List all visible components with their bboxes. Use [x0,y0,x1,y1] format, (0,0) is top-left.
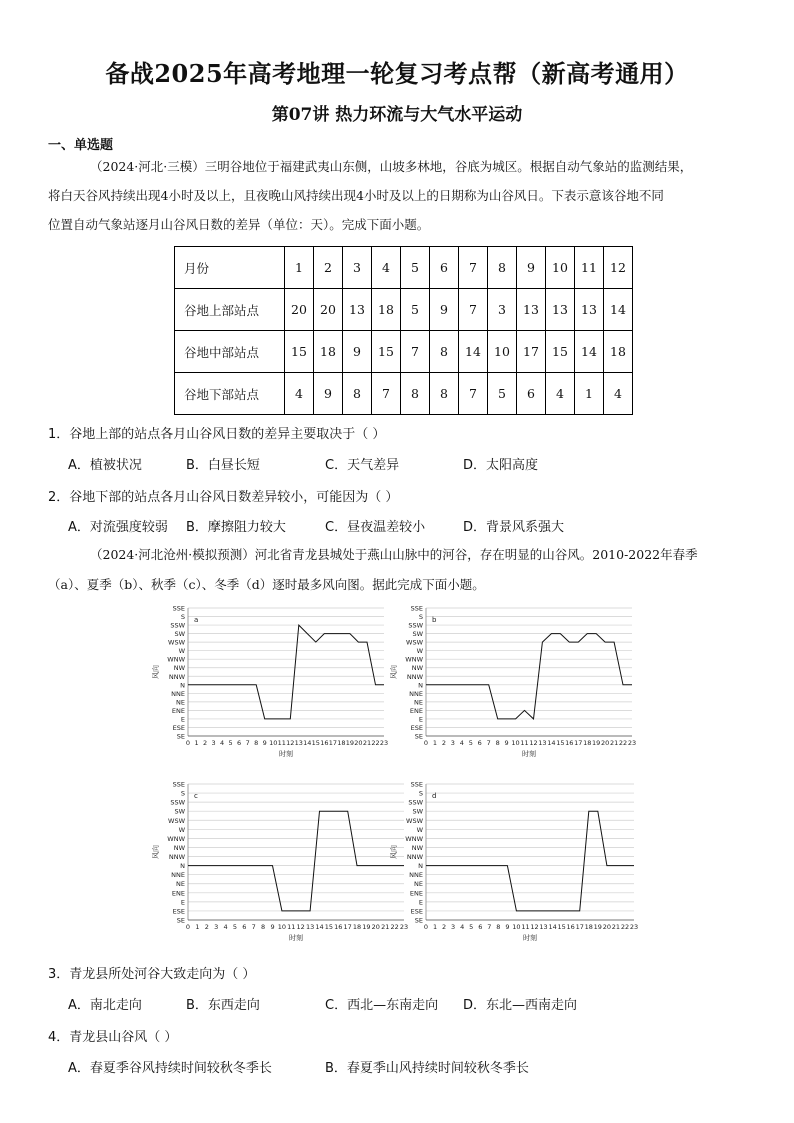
x-tick-label: 4 [223,923,228,931]
y-tick-label: W [178,825,185,834]
x-tick-label: 14 [315,923,324,931]
y-tick-label: WNW [167,834,185,843]
month-cell: 11 [575,247,604,289]
x-tick-label: 4 [460,923,465,931]
table-cell: 5 [488,373,517,415]
y-tick-label: ENE [409,889,423,898]
x-tick-label: 9 [262,739,267,747]
option-c[interactable]: C．天气差异 [325,458,400,473]
y-axis-label: 风向 [152,665,160,679]
x-axis-label: 时刻 [522,750,536,758]
x-tick-label: 19 [592,739,601,747]
table-cell: 14 [575,331,604,373]
y-tick-label: ENE [409,706,423,715]
panel-label: d [432,792,437,800]
y-tick-label: NNW [406,672,423,681]
option-d[interactable]: D．背景风系强大 [463,520,565,535]
y-tick-label: WSW [168,638,185,647]
y-tick-label: NNE [171,871,185,880]
table-cell: 13 [343,289,372,331]
y-tick-label: N [418,681,423,690]
month-cell: 3 [343,247,372,289]
x-tick-label: 16 [334,923,343,931]
y-tick-label: SE [176,916,185,925]
table-cell: 8 [430,331,459,373]
x-axis-label: 时刻 [289,934,303,942]
x-tick-label: 23 [399,923,409,931]
x-tick-label: 11 [521,923,530,931]
x-tick-label: 8 [261,923,266,931]
y-tick-label: WNW [167,655,185,664]
y-tick-label: NE [176,698,185,707]
wind-direction-line [188,811,404,911]
table-header-cell: 月份 [175,247,285,289]
x-tick-label: 7 [486,739,491,747]
y-tick-label: S [180,613,185,622]
x-tick-label: 18 [584,923,593,931]
y-tick-label: SSE [172,780,185,789]
row-label: 谷地中部站点 [175,331,285,373]
x-tick-label: 8 [254,739,259,747]
lesson-subtitle: 第07讲 热力环流与大气水平运动 [271,105,523,125]
y-axis-label: 风向 [390,665,398,679]
table-cell: 14 [604,289,633,331]
x-tick-label: 23 [627,739,637,747]
x-tick-label: 6 [478,923,483,931]
x-tick-label: 14 [303,739,312,747]
x-tick-label: 11 [277,739,286,747]
table-cell: 18 [314,331,343,373]
passage-1 [48,152,748,239]
y-tick-label: N [180,681,185,690]
month-cell: 9 [517,247,546,289]
x-tick-label: 14 [547,739,556,747]
x-tick-label: 10 [277,923,287,931]
option-c[interactable]: C．昼夜温差较小 [325,520,426,535]
x-tick-label: 17 [575,923,584,931]
month-cell: 5 [401,247,430,289]
table-cell: 1 [575,373,604,415]
x-tick-label: 13 [539,923,548,931]
table-cell: 15 [285,331,314,373]
y-tick-label: WSW [406,816,423,825]
x-tick-label: 16 [565,739,574,747]
y-tick-label: NNE [409,689,423,698]
y-tick-label: W [178,647,185,656]
option-a[interactable]: A．植被状况 [68,458,142,473]
y-tick-label: S [180,789,185,798]
wind-direction-chart-autumn [150,778,410,946]
table-cell: 17 [517,331,546,373]
option-c[interactable]: C．西北—东南走向 [325,998,439,1013]
month-cell: 1 [285,247,314,289]
x-tick-label: 15 [556,739,565,747]
y-tick-label: WNW [405,655,423,664]
table-cell: 14 [459,331,488,373]
y-tick-label: SSW [408,798,423,807]
option-b[interactable]: B．春夏季山风持续时间较秋冬季长 [325,1061,529,1076]
passage-line: （2024·河北沧州·模拟预测）河北省青龙县城处于燕山山脉中的河谷，存在明显的山谷风。2010-2022年春季 [90,547,698,562]
x-axis-label: 时刻 [279,750,293,758]
table-cell: 3 [488,289,517,331]
x-tick-label: 15 [324,923,334,931]
x-axis-label: 时刻 [523,934,537,942]
table-cell: 13 [546,289,575,331]
y-tick-label: NE [414,698,423,707]
y-tick-label: WNW [405,834,423,843]
option-b[interactable]: B．东西走向 [186,998,260,1013]
x-tick-label: 1 [194,739,199,747]
x-tick-label: 17 [343,923,352,931]
y-tick-label: SSE [410,780,423,789]
wind-direction-chart-summer [388,602,638,762]
y-tick-label: ESE [410,907,423,916]
x-tick-label: 4 [459,739,464,747]
option-a[interactable]: A．春夏季谷风持续时间较秋冬季长 [68,1061,272,1076]
table-row [175,331,633,373]
page-title: 备战2025年高考地理一轮复习考点帮（新高考通用） [105,59,689,88]
panel-label: b [432,616,437,624]
y-tick-label: SSW [408,621,423,630]
valley-wind-days-table [174,246,633,415]
x-tick-label: 23 [629,923,639,931]
option-d[interactable]: D．太阳高度 [463,458,539,473]
y-tick-label: NE [414,880,423,889]
x-tick-label: 7 [487,923,492,931]
wind-direction-chart-spring [150,602,390,762]
y-tick-label: SE [414,732,423,741]
question-4-stem: 4．青龙县山谷风（ ） [48,1030,178,1045]
x-tick-label: 20 [354,739,363,747]
month-cell: 4 [372,247,401,289]
option-a[interactable]: A．南北走向 [68,998,142,1013]
x-tick-label: 2 [202,739,208,747]
y-tick-label: SSW [170,621,185,630]
y-tick-label: ENE [171,706,185,715]
x-tick-label: 5 [468,739,473,747]
y-tick-label: SE [176,732,185,741]
x-tick-label: 8 [495,739,500,747]
x-tick-label: 18 [583,739,592,747]
table-cell: 20 [285,289,314,331]
table-cell: 10 [488,331,517,373]
y-tick-label: SW [174,807,185,816]
y-tick-label: WSW [406,638,423,647]
table-row [175,373,633,415]
y-tick-label: S [418,613,423,622]
x-tick-label: 19 [362,923,371,931]
month-cell: 8 [488,247,517,289]
month-cell: 12 [604,247,633,289]
x-tick-label: 3 [211,739,216,747]
x-tick-label: 5 [228,739,233,747]
table-cell: 4 [285,373,314,415]
x-tick-label: 19 [345,739,355,747]
x-tick-label: 9 [504,739,509,747]
panel-label: c [194,792,198,800]
x-tick-label: 13 [305,923,315,931]
x-tick-label: 16 [566,923,575,931]
question-1-stem: 1．谷地上部的站点各月山谷风日数的差异主要取决于（ ） [48,427,386,442]
x-tick-label: 3 [214,923,219,931]
month-cell: 7 [459,247,488,289]
x-tick-label: 8 [496,923,501,931]
x-tick-label: 15 [311,739,320,747]
month-cell: 2 [314,247,343,289]
x-tick-label: 20 [600,739,610,747]
y-tick-label: E [418,898,423,907]
table-cell: 7 [459,289,488,331]
y-tick-label: W [416,825,423,834]
y-tick-label: SW [412,807,423,816]
x-tick-label: 10 [512,923,521,931]
option-b[interactable]: B．白昼长短 [186,458,260,473]
table-cell: 9 [430,289,459,331]
y-tick-label: N [180,862,185,871]
y-tick-label: ESE [172,907,185,916]
x-tick-label: 12 [296,923,305,931]
x-tick-label: 10 [511,739,520,747]
y-tick-label: E [180,715,185,724]
passage-line: 将白天谷风持续出现4小时及以上，且夜晚山风持续出现4小时及以上的日期称为山谷风日。下表示意该谷地不同 [48,188,664,203]
month-cell: 6 [430,247,459,289]
x-tick-label: 17 [574,739,583,747]
table-cell: 8 [343,373,372,415]
x-tick-label: 0 [423,923,429,931]
table-row [175,289,633,331]
table-cell: 8 [430,373,459,415]
wind-direction-line [188,625,384,719]
panel-label: a [194,616,199,624]
y-tick-label: ESE [410,723,423,732]
option-d[interactable]: D．东北—西南走向 [463,998,578,1013]
x-tick-label: 1 [432,739,438,747]
y-tick-label: E [418,715,423,724]
table-cell: 13 [517,289,546,331]
x-tick-label: 10 [269,739,278,747]
x-tick-label: 22 [620,923,630,931]
y-tick-label: ENE [171,889,185,898]
x-tick-label: 21 [362,739,372,747]
x-tick-label: 18 [352,923,362,931]
y-tick-label: SSW [170,798,185,807]
passage-2 [48,540,748,600]
table-cell: 9 [343,331,372,373]
table-cell: 7 [401,331,430,373]
y-tick-label: NNW [168,672,185,681]
x-tick-label: 0 [185,739,191,747]
x-tick-label: 14 [548,923,557,931]
table-cell: 18 [604,331,633,373]
table-cell: 6 [517,373,546,415]
y-tick-label: E [180,898,185,907]
x-tick-label: 20 [602,923,612,931]
row-label: 谷地上部站点 [175,289,285,331]
x-tick-label: 12 [286,739,295,747]
table-cell: 7 [372,373,401,415]
y-tick-label: N [418,862,423,871]
table-cell: 5 [401,289,430,331]
x-tick-label: 13 [538,739,547,747]
x-tick-label: 17 [328,739,338,747]
x-tick-label: 5 [469,923,474,931]
x-tick-label: 15 [557,923,566,931]
x-tick-label: 11 [287,923,296,931]
table-header-row [175,247,633,289]
x-tick-label: 6 [237,739,242,747]
y-tick-label: W [416,647,423,656]
question-2-stem: 2．谷地下部的站点各月山谷风日数差异较小，可能因为（ ） [48,490,399,505]
x-tick-label: 2 [441,739,446,747]
x-tick-label: 13 [294,739,303,747]
table-cell: 20 [314,289,343,331]
x-tick-label: 12 [530,923,539,931]
table-cell: 4 [546,373,575,415]
y-tick-label: NNE [171,689,185,698]
wind-direction-chart-winter [388,778,640,946]
x-tick-label: 22 [390,923,399,931]
question-3-stem: 3．青龙县所处河谷大致走向为（ ） [48,967,256,982]
x-tick-label: 21 [381,923,390,931]
table-cell: 18 [372,289,401,331]
y-tick-label: NNW [168,853,185,862]
x-tick-label: 1 [195,923,200,931]
y-tick-label: SSE [410,604,423,613]
y-tick-label: NNE [409,871,423,880]
x-tick-label: 3 [451,923,456,931]
table-cell: 15 [372,331,401,373]
x-tick-label: 1 [432,923,438,931]
x-tick-label: 12 [529,739,538,747]
table-cell: 8 [401,373,430,415]
x-tick-label: 21 [609,739,619,747]
x-tick-label: 16 [320,739,329,747]
y-tick-label: NW [173,664,185,673]
x-tick-label: 22 [371,739,380,747]
x-tick-label: 2 [204,923,209,931]
row-label: 谷地下部站点 [175,373,285,415]
x-tick-label: 5 [232,923,238,931]
x-tick-label: 9 [505,923,510,931]
table-cell: 15 [546,331,575,373]
table-cell: 13 [575,289,604,331]
y-tick-label: SW [174,630,185,639]
x-tick-label: 0 [423,739,429,747]
x-tick-label: 3 [450,739,455,747]
table-cell: 4 [604,373,633,415]
option-a[interactable]: A．对流强度较弱 [68,520,168,535]
wind-direction-line [426,811,634,911]
passage-line: 位置自动气象站逐月山谷风日数的差异（单位：天）。完成下面小题。 [48,217,430,232]
month-cell: 10 [546,247,575,289]
y-tick-label: NNW [406,853,423,862]
y-tick-label: SW [412,630,423,639]
y-tick-label: NW [411,664,423,673]
passage-line: （2024·河北·三模）三明谷地位于福建武夷山东侧，山坡多林地，谷底为城区。根据自动气象站的监测结果， [90,159,693,174]
section-heading: 一、单选题 [48,138,114,153]
x-tick-label: 11 [520,739,529,747]
x-tick-label: 0 [185,923,191,931]
x-tick-label: 7 [245,739,250,747]
x-tick-label: 23 [379,739,389,747]
x-tick-label: 20 [371,923,380,931]
y-axis-label: 风向 [152,845,160,859]
x-tick-label: 2 [442,923,447,931]
y-tick-label: S [418,789,423,798]
x-tick-label: 6 [242,923,247,931]
x-tick-label: 7 [251,923,256,931]
x-tick-label: 19 [593,923,602,931]
passage-line: （a）、夏季（b）、秋季（c）、冬季（d）逐时最多风向图。据此完成下面小题。 [48,577,485,592]
y-axis-label: 风向 [390,845,398,859]
y-tick-label: NE [176,880,185,889]
y-tick-label: SE [414,916,423,925]
y-tick-label: ESE [172,723,185,732]
option-b[interactable]: B．摩擦阻力较大 [186,520,286,535]
x-tick-label: 22 [618,739,628,747]
table-cell: 7 [459,373,488,415]
y-tick-label: NW [411,843,423,852]
table-cell: 9 [314,373,343,415]
y-tick-label: WSW [168,816,185,825]
x-tick-label: 18 [337,739,346,747]
x-tick-label: 21 [611,923,621,931]
x-tick-label: 4 [220,739,225,747]
y-tick-label: NW [173,843,185,852]
x-tick-label: 9 [270,923,275,931]
y-tick-label: SSE [172,604,185,613]
x-tick-label: 6 [477,739,482,747]
